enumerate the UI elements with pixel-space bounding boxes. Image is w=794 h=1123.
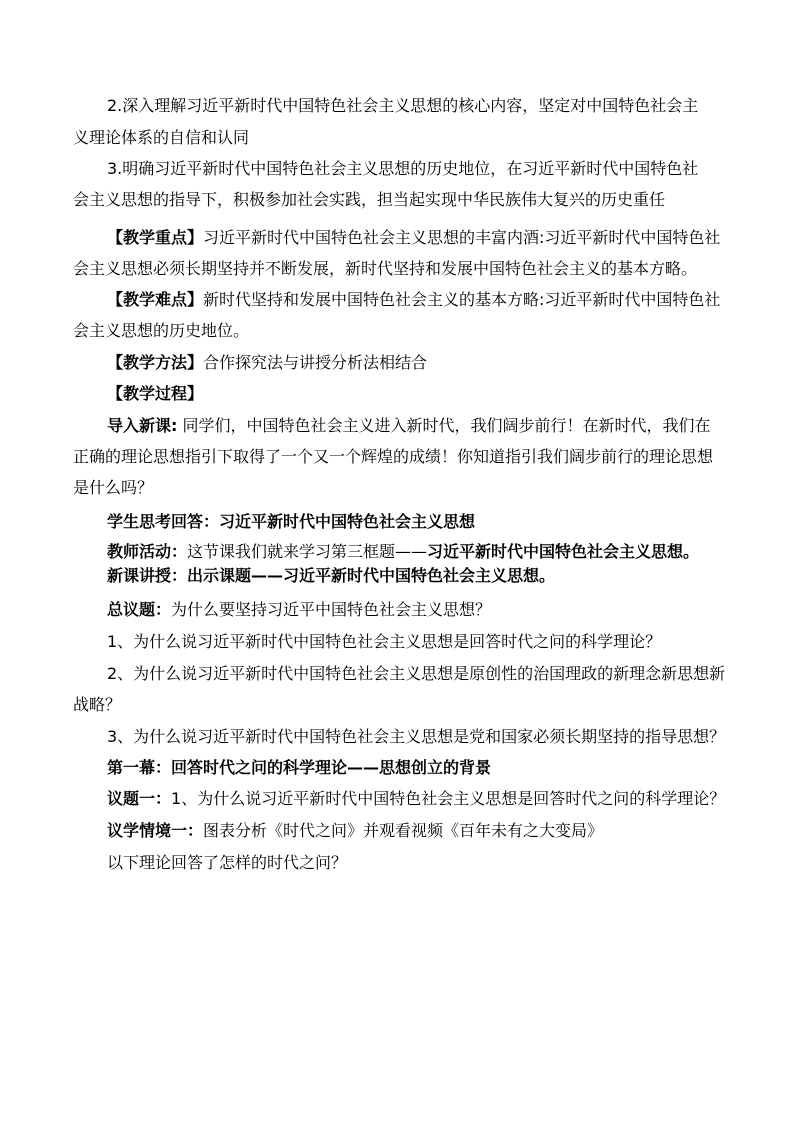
followup-question: 以下理论回答了怎样的时代之问？: [107, 853, 348, 872]
process-label: 【教学过程】: [107, 384, 204, 403]
main-question-label: 总议题：: [107, 600, 172, 619]
sub-question-3: 3、为什么说习近平新时代中国特色社会主义思想是党和国家必须长期坚持的指导思想？: [107, 727, 726, 746]
teacher-text: 这节课我们就来学习第三框题——: [187, 542, 428, 561]
scenario-1-label: 议学情境一：: [107, 821, 204, 840]
sub-question-1: 1、为什么说习近平新时代中国特色社会主义思想是回答时代之问的科学理论？: [107, 632, 662, 651]
intro-label: 导入新课:: [107, 416, 178, 435]
topic-1-text: 1、为什么说习近平新时代中国特色社会主义思想是回答时代之问的科学理论？: [171, 789, 726, 808]
intro-line-2: 正确的理论思想指引下取得了一个又一个辉煌的成绩！你知道指引我们阔步前行的理论思想: [73, 447, 714, 466]
objective-2-line-2: 义理论体系的自信和认同: [73, 128, 250, 147]
teacher-label: 教师活动：: [107, 542, 188, 561]
main-question-text: 为什么要坚持习近平中国特色社会主义思想？: [171, 600, 492, 619]
new-lesson-line: 新课讲授：出示课题——习近平新时代中国特色社会主义思想。: [107, 566, 556, 585]
sub-question-2-line-1: 2、为什么说习近平新时代中国特色社会主义思想是原创性的治国理政的新理念新思想新: [107, 664, 726, 683]
objective-2-line-1: 2.深入理解习近平新时代中国特色社会主义思想的核心内容，坚定对中国特色社会主: [107, 96, 699, 115]
teacher-emphasis: 习近平新时代中国特色社会主义思想。: [427, 542, 700, 561]
topic-1-line: [107, 789, 725, 809]
main-question-line: [107, 600, 491, 620]
process-heading: [107, 384, 203, 404]
scenario-1-text: 图表分析《时代之问》并观看视频《百年未有之大变局》: [203, 821, 604, 840]
methods-line: [107, 353, 427, 373]
key-points-label: 【教学重点】: [107, 228, 204, 247]
intro-line-1: [107, 416, 711, 436]
act-1-title: 第一幕：回答时代之问的科学理论——思想创立的背景: [107, 758, 492, 777]
difficulties-line-2: 会主义思想的历史地位。: [73, 321, 250, 340]
topic-1-label: 议题一：: [107, 789, 172, 808]
key-points-line-1: [107, 228, 720, 248]
teacher-activity: [107, 542, 699, 562]
intro-line-3: 是什么吗？: [73, 478, 154, 497]
difficulties-line-1: [107, 290, 720, 310]
difficulties-text: 新时代坚持和发展中国特色社会主义的基本方略:习近平新时代中国特色社: [203, 290, 721, 309]
student-answer: 学生思考回答：习近平新时代中国特色社会主义思想: [107, 512, 476, 531]
methods-text: 合作探究法与讲授分析法相结合: [203, 353, 428, 372]
methods-label: 【教学方法】: [107, 353, 204, 372]
intro-text-1: 同学们，中国特色社会主义进入新时代，我们阔步前行！在新时代，我们在: [177, 416, 711, 435]
key-points-line-2: 会主义思想必须长期坚持并不断发展，新时代坚持和发展中国特色社会主义的基本方略。: [73, 259, 698, 278]
objective-3-line-1: 3.明确习近平新时代中国特色社会主义思想的历史地位，在习近平新时代中国特色社: [107, 159, 699, 178]
objective-3-line-2: 会主义思想的指导下，积极参加社会实践，担当起实现中华民族伟大复兴的历史重任: [73, 190, 666, 209]
sub-question-2-line-2: 战略？: [73, 695, 122, 714]
scenario-1-line: [107, 821, 603, 841]
key-points-text: 习近平新时代中国特色社会主义思想的丰富内酒:习近平新时代中国特色社: [203, 228, 721, 247]
difficulties-label: 【教学难点】: [107, 290, 204, 309]
